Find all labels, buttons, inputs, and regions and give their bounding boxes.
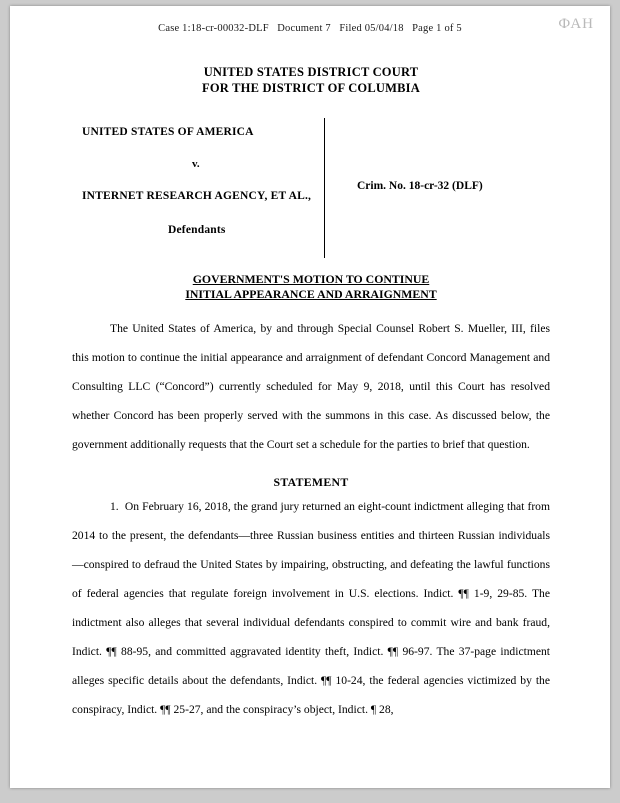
caption-plaintiff: UNITED STATES OF AMERICA [82,126,254,138]
motion-title-line-1: GOVERNMENT'S MOTION TO CONTINUE [192,272,430,286]
motion-title-line-2: INITIAL APPEARANCE AND ARRAIGNMENT [185,287,437,301]
caption-defendants-label: Defendants [168,224,226,236]
motion-title [72,272,550,302]
statement-paragraph-number: 1. [110,500,119,513]
document-body [72,64,550,724]
ecf-case-stamp: Case 1:18-cr-00032-DLF Document 7 Filed 05/04/18 Page 1 of 5 [158,23,462,34]
caption-parties [72,118,324,236]
statement-paragraph-1 [72,492,550,724]
caption-vertical-rule [324,118,325,258]
statement-paragraph-text: On February 16, 2018, the grand jury returned an eight-count indictment alleging that from 2014 to the present, the defendants—three Russian business entities and thirteen Russian individuals—conspired to defraud the United States by impairing, obstructing, and defeating the lawful functions of federal agencies that regulate foreign involvement in U.S. elections. Indict. ¶¶ 1-9, 29-85. The indictment also alleges that several individual defendants conspired to commit wire and bank fraud, Indict. ¶¶ 88-95, and committed aggravated identity theft, Indict. ¶¶ 96-97. The 37-page indictment alleges specific details about the defendants, Indict. ¶¶ 10-24, the federal agencies victimized by the conspiracy, Indict. ¶¶ 25-27, and the conspiracy’s object, Indict. ¶ 28, [72,500,550,716]
court-heading-line-1: UNITED STATES DISTRICT COURT [203,65,419,79]
caption-case-number: Crim. No. 18-cr-32 (DLF) [357,180,483,192]
case-caption [72,118,550,258]
watermark-logo: ФАН [558,16,594,32]
motion-intro-paragraph [72,314,550,459]
motion-intro-text: The United States of America, by and through Special Counsel Robert S. Mueller, III, files this motion to continue the initial appearance and arraignment of defendant Concord Management and Consulting LLC (“Concord”) currently scheduled for May 9, 2018, until this Court has resolved whether Concord has been properly served with the summons in this case. As discussed below, the government additionally requests that the Court set a schedule for the parties to brief that question. [72,322,550,451]
caption-versus: v. [192,158,200,170]
statement-heading: STATEMENT [273,475,349,489]
court-heading-line-2: FOR THE DISTRICT OF COLUMBIA [202,81,420,95]
caption-defendant: INTERNET RESEARCH AGENCY, ET AL., [82,190,312,202]
document-page [10,6,610,788]
court-heading [72,64,550,96]
